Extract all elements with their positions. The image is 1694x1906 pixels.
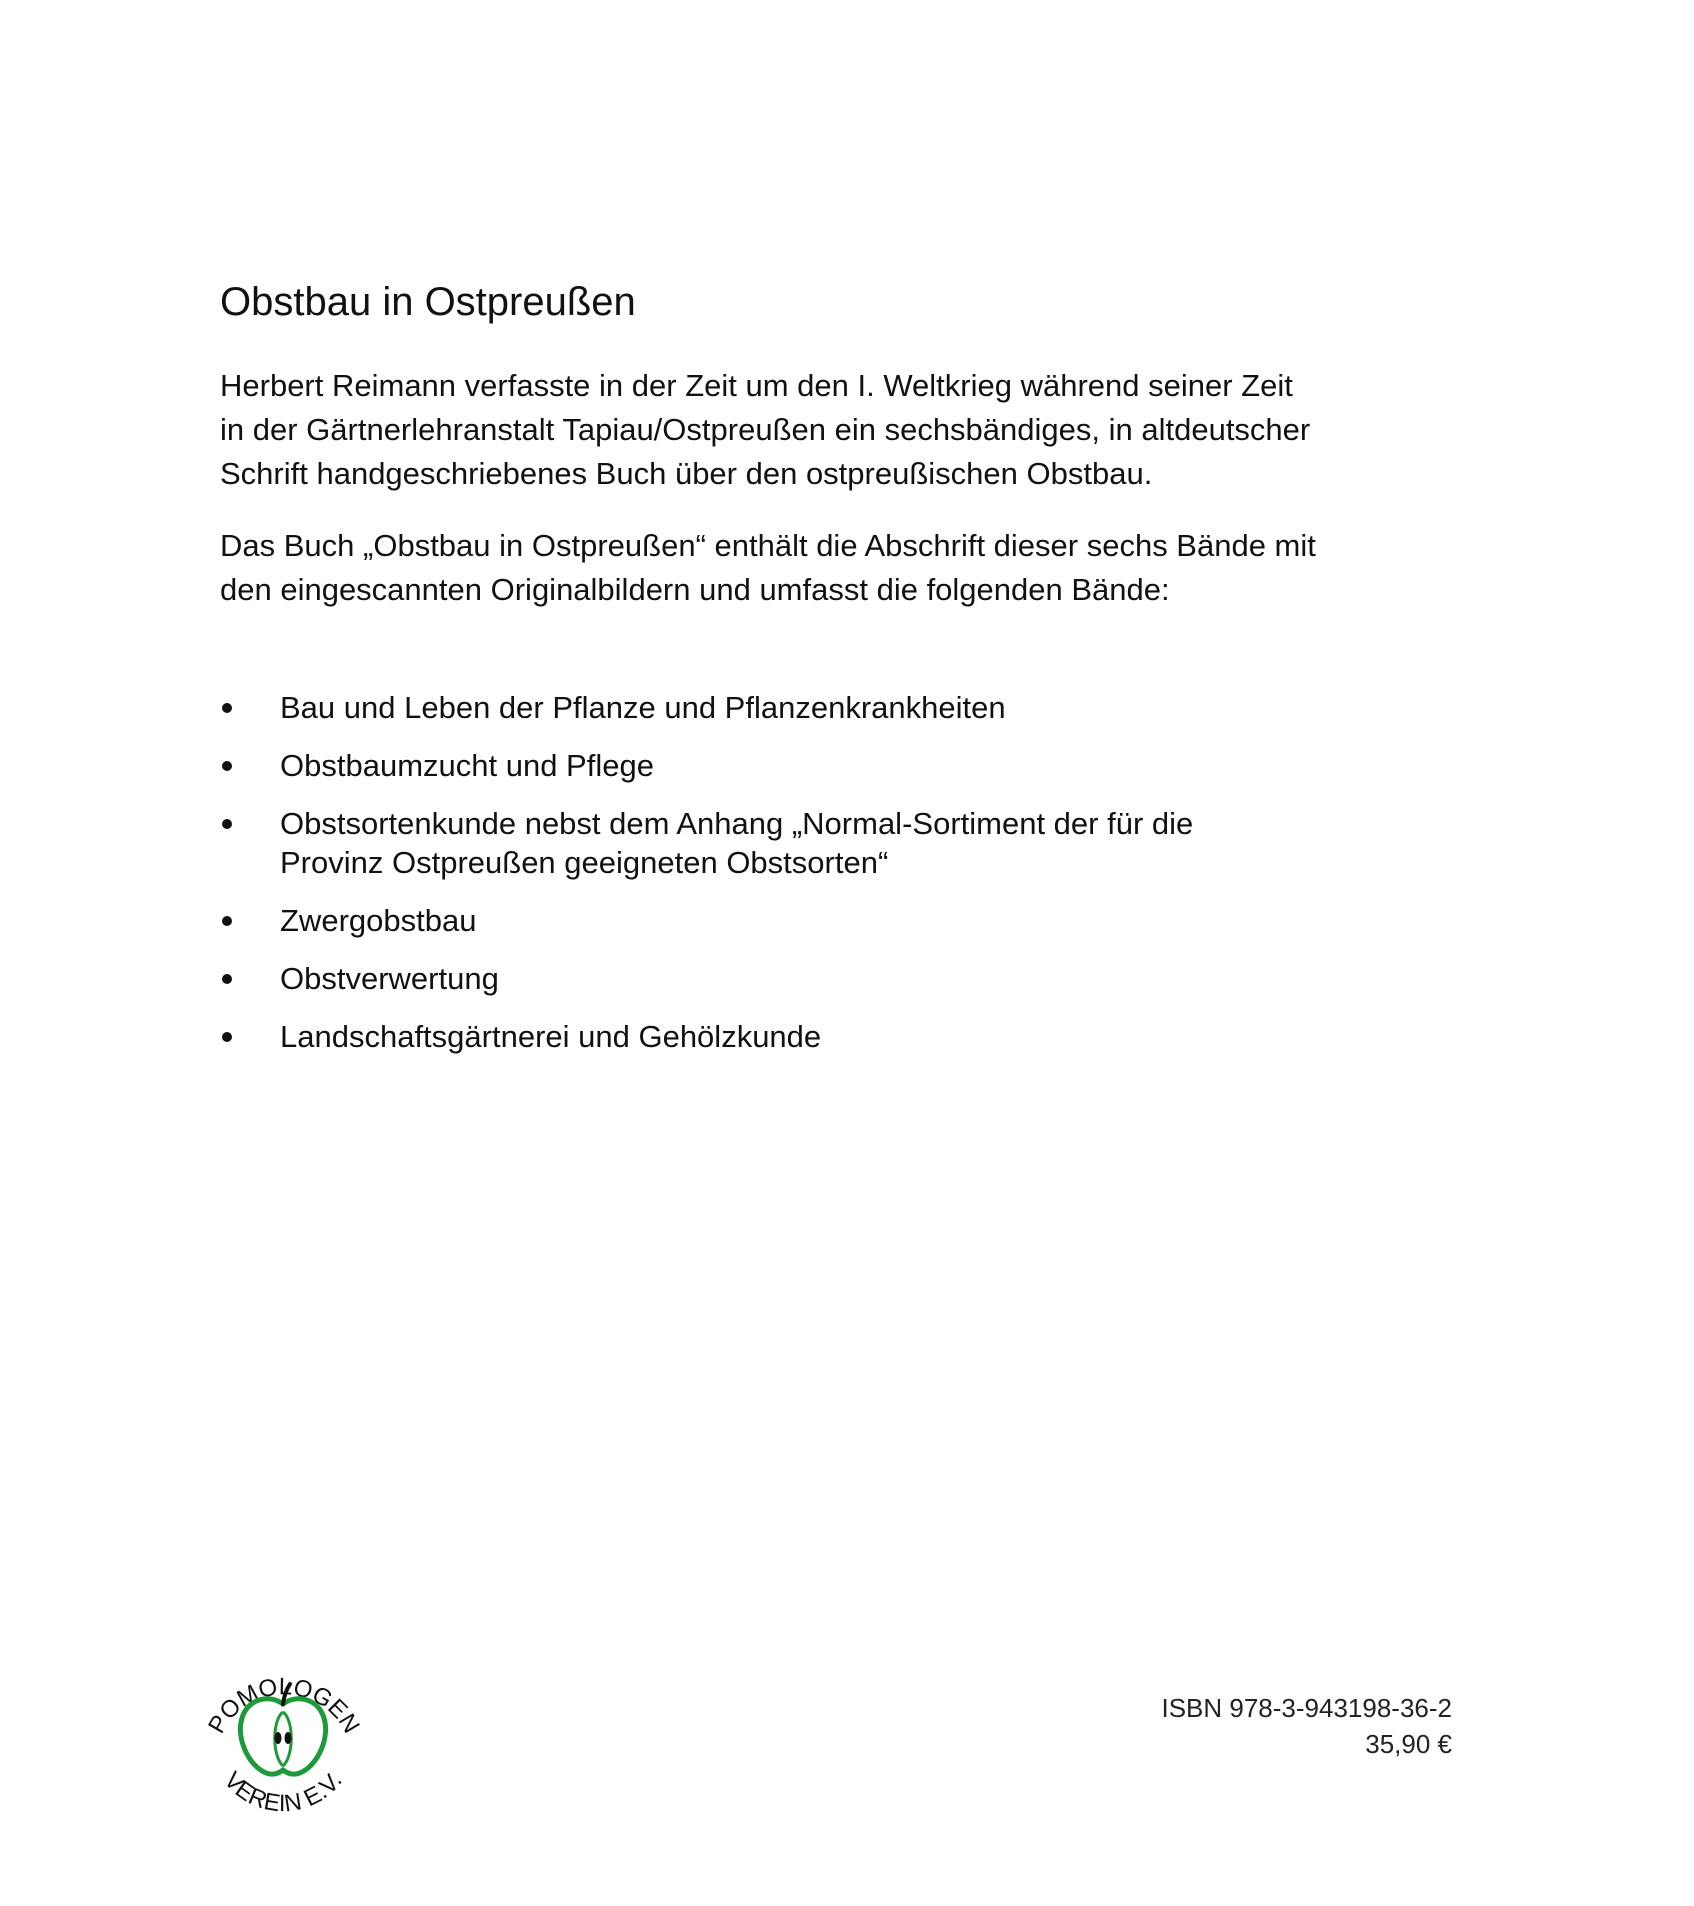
list-item [220,1017,1193,1056]
intro-line: Schrift handgeschriebenes Buch über den ostpreußischen Obstbau. [220,456,1153,491]
bullet-icon [222,761,232,771]
list-item-text: Provinz Ostpreußen geeigneten Obstsorten“ [280,845,889,880]
list-item-text: Obstbaumzucht und Pflege [280,748,654,783]
list-item [220,804,1193,882]
description-paragraph [220,524,1480,612]
list-item-text: Obstsortenkunde nebst dem Anhang „Normal-Sortiment der für die [280,806,1194,841]
description-line: Das Buch „Obstbau in Ostpreußen“ enthält die Abschrift dieser sechs Bände mit [220,528,1316,563]
intro-paragraph [220,364,1480,496]
list-item [220,959,1193,998]
bullet-icon [222,819,232,829]
description-line: den eingescannten Originalbildern und umfasst die folgenden Bände: [220,572,1170,607]
list-item-text: Bau und Leben der Pflanze und Pflanzenkrankheiten [280,690,1006,725]
pomologen-verein-logo [198,1646,368,1816]
list-item [220,746,1193,785]
list-item-text: Obstverwertung [280,961,499,996]
bullet-icon [222,703,232,713]
list-item [220,688,1193,727]
isbn-block [1161,1690,1452,1762]
list-item [220,901,1193,940]
bullet-icon [222,974,232,984]
list-item-text: Zwergobstbau [280,903,477,938]
intro-line: Herbert Reimann verfasste in der Zeit um den I. Weltkrieg während seiner Zeit [220,368,1293,403]
bullet-icon [222,916,232,926]
logo-top-text: POMOLOGEN [203,1673,365,1738]
isbn-number: ISBN 978-3-943198-36-2 [1161,1693,1452,1723]
page-title: Obstbau in Ostpreußen [220,280,636,324]
volume-list [220,688,1193,1075]
bullet-icon [222,1032,232,1042]
list-item-text: Landschaftsgärtnerei und Gehölzkunde [280,1019,822,1054]
logo-bottom-text: VEREIN E.V. [218,1766,348,1816]
price: 35,90 € [1365,1729,1452,1759]
intro-line: in der Gärtnerlehranstalt Tapiau/Ostpreußen ein sechsbändiges, in altdeutscher [220,412,1311,447]
